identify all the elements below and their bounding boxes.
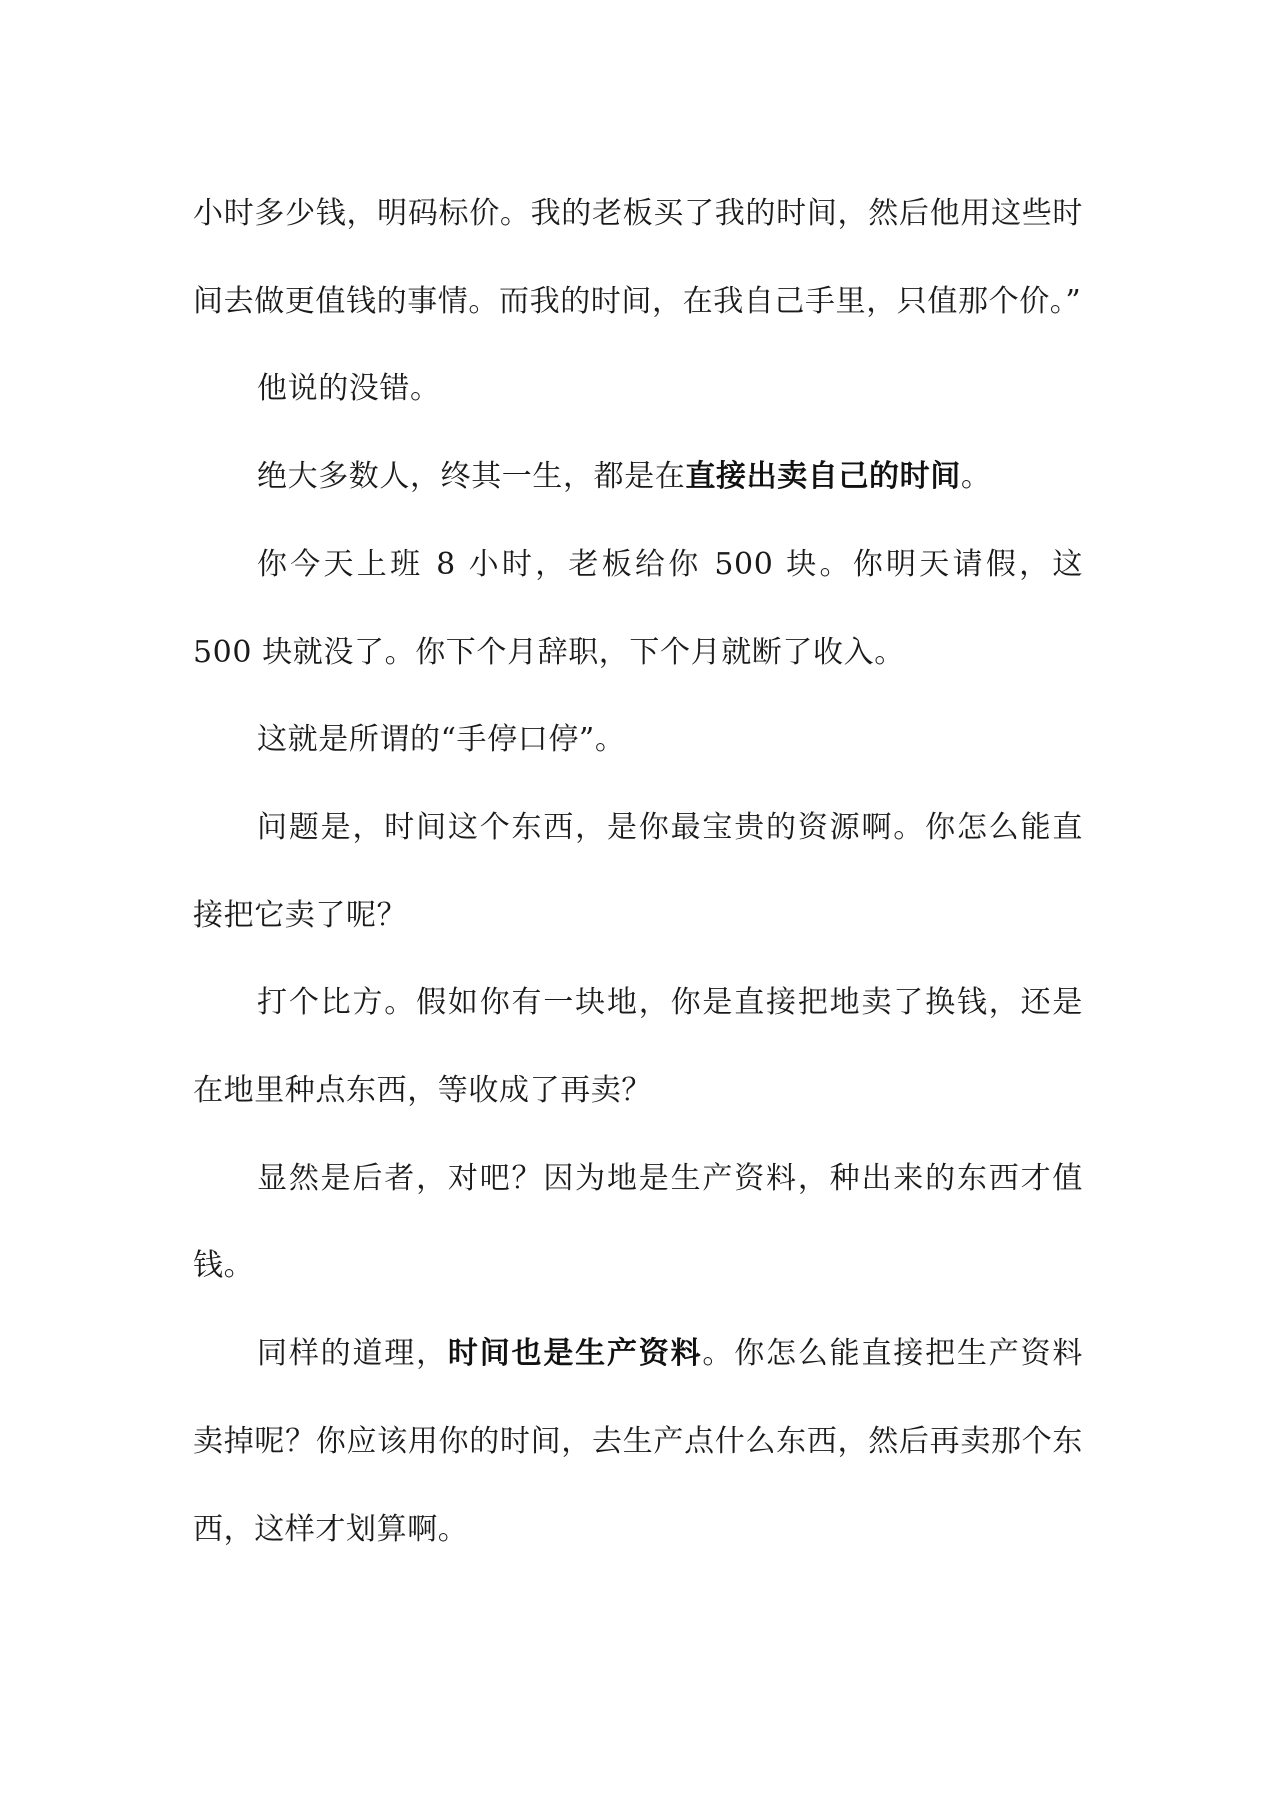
paragraph-text: 小时多少钱，明码标价。我的老板买了我的时间，然后他用这些时间去做更值钱的事情。而我的时间，在我自己手里，只值那个价。” [193,196,1083,319]
paragraph-text: 你今天上班 8 小时，老板给你 500 块。你明天请假，这 500 块就没了。你下个月辞职，下个月就断了收入。 [193,546,1083,670]
paragraph [193,784,1083,959]
paragraph-text: 绝大多数人，终其一生，都是在 [257,459,686,495]
body-text [193,170,1083,1573]
paragraph [193,696,1083,784]
paragraph-text: 。你怎么能直接把生产资料卖掉呢？你应该用你的时间，去生产点什么东西，然后再卖那个东西，这样才划算啊。 [193,1336,1083,1547]
paragraph-text: 这就是所谓的“手停口停”。 [257,722,626,758]
paragraph [193,433,1083,521]
paragraph-text: 。 [960,459,992,495]
emphasis-text: 直接出卖自己的时间 [685,459,961,495]
paragraph [193,170,1083,345]
paragraph [193,345,1083,433]
paragraph-text: 他说的没错。 [257,371,441,407]
emphasis-text: 时间也是生产资料 [447,1336,703,1372]
paragraph-text: 打个比方。假如你有一块地，你是直接把地卖了换钱，还是在地里种点东西，等收成了再卖？ [193,985,1083,1109]
paragraph [193,959,1083,1134]
paragraph-text: 同样的道理， [257,1336,448,1372]
paragraph [193,521,1083,696]
paragraph-text: 问题是，时间这个东西，是你最宝贵的资源啊。你怎么能直接把它卖了呢？ [193,809,1083,933]
paragraph [193,1310,1083,1573]
paragraph-text: 显然是后者，对吧？因为地是生产资料，种出来的东西才值钱。 [193,1160,1083,1284]
paragraph [193,1135,1083,1310]
